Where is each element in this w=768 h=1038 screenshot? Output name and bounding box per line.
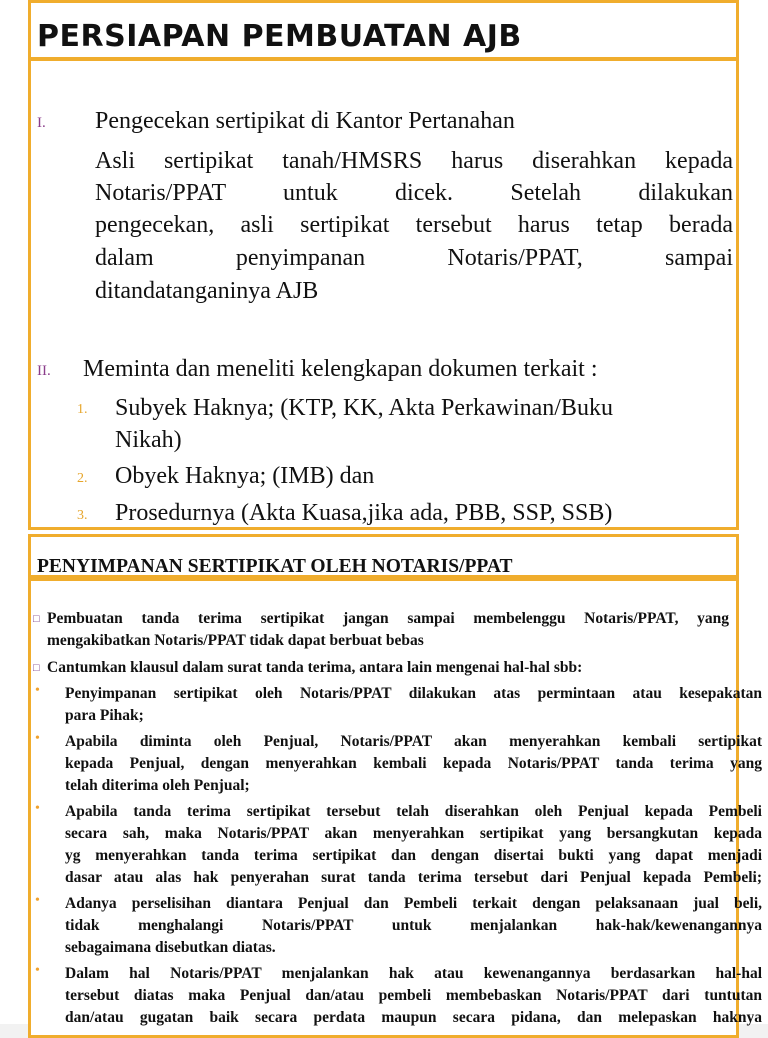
bullet5-line-1 [65,962,762,986]
bullet3-line-3-text: yg menyerahkan tanda terima sertipikat dan dengan disertai bukti yang dapat menjadi [65,847,762,864]
item2-heading: Meminta dan meneliti kelengkapan dokumen terkait : [83,356,598,382]
bullet-dot-5: • [35,963,40,978]
slide2-title: PENYIMPANAN SERTIPIKAT OLEH NOTARIS/PPAT [37,556,513,577]
para1-line-1 [47,607,729,631]
slide-penyimpanan-sertipikat [0,530,768,1024]
item1-line-1: Asli sertipikat tanah/HMSRS harus diserahkan kepada [95,148,733,174]
bullet3-line-1-text: Apabila tanda terima sertipikat tersebut telah diserahkan oleh Penjual kepada Pembeli [65,803,762,820]
item1-heading: Pengecekan sertipikat di Kantor Pertanahan [95,108,515,134]
subitem-2-line-1: Obyek Haknya; (IMB) dan [115,463,375,489]
bullet5-line-3-text: dan/atau gugatan baik secara perdata maupun secara pidana, dan melepaskan haknya [65,1009,762,1026]
bullet5-line-2-text: tersebut diatas maka Penjual dan/atau pembeli membebaskan Notaris/PPAT dari tuntutan [65,987,762,1004]
bullet4-line-1-text: Adanya perselisihan diantara Penjual dan Pembeli terkait dengan pelaksanaan jual beli, [65,895,762,912]
bullet2-line-2 [65,752,762,776]
bullet3-line-4-text: dasar atau alas hak penyerahan surat tanda terima tersebut dari Penjual kepada Pembeli; [65,869,762,886]
subitem-1-line-1: Subyek Haknya; (KTP, KK, Akta Perkawinan/Buku [115,395,613,421]
square-bullet-2: □ [33,662,40,674]
bullet-dot-1: • [35,683,40,698]
para1-line-1-text: Pembuatan tanda terima sertipikat jangan sampai membelenggu Notaris/PPAT, yang [47,610,729,627]
bullet2-line-1 [65,730,762,754]
item1-line-2: Notaris/PPAT untuk dicek. Setelah dilakukan [95,180,733,206]
slide-content-box [28,58,739,530]
bullet1-line-1 [65,682,762,706]
bullet2-line-1-text: Apabila diminta oleh Penjual, Notaris/PPAT akan menyerahkan kembali sertipikat [65,733,762,750]
roman-marker-1: I. [37,115,46,131]
slide2-title-box [28,534,739,578]
item1-line-4: dalam penyimpanan Notaris/PPAT, sampai [95,245,733,271]
bullet4-line-3: sebagaimana disebutkan diatas. [65,939,276,956]
bullet3-line-2 [65,822,762,846]
bullet4-line-2 [65,914,762,938]
roman-marker-2: II. [37,363,51,379]
bullet2-line-2-text: kepada Penjual, dengan menyerahkan kembali kepada Notaris/PPAT tanda terima yang [65,755,762,772]
para2-line-1: Cantumkan klausul dalam surat tanda terima, antara lain mengenai hal-hal sbb: [47,659,583,676]
bullet-dot-2: • [35,731,40,746]
bullet3-line-3 [65,844,762,868]
bullet3-line-4 [65,866,762,890]
bullet5-line-1-text: Dalam hal Notaris/PPAT menjalankan hak atau kewenangannya berdasarkan hal-hal [65,965,762,982]
bullet1-line-1-text: Penyimpanan sertipikat oleh Notaris/PPAT dilakukan atas permintaan atau kesepakatan [65,685,762,702]
slide-title-box [28,0,739,60]
bullet2-line-3: telah diterima oleh Penjual; [65,777,250,794]
subitem-2-marker: 2. [77,471,88,486]
bullet-dot-4: • [35,893,40,908]
subitem-1-line-2: Nikah) [115,427,182,453]
slide2-content-box [28,578,762,1038]
item1-line-3: pengecekan, asli sertipikat tersebut harus tetap berada [95,212,733,238]
bullet5-line-2 [65,984,762,1008]
bullet3-line-1 [65,800,762,824]
bullet4-line-1 [65,892,762,916]
bullet-dot-3: • [35,801,40,816]
bullet5-line-3 [65,1006,762,1030]
subitem-3-line-1: Prosedurnya (Akta Kuasa,jika ada, PBB, SSP, SSB) [115,500,613,526]
subitem-3-marker: 3. [77,508,88,523]
para1-line-2: mengakibatkan Notaris/PPAT tidak dapat berbuat bebas [47,632,424,649]
bullet3-line-2-text: secara sah, maka Notaris/PPAT akan menyerahkan sertipikat yang bersangkutan kepada [65,825,762,842]
item1-last-line: ditandatanganinya AJB [95,278,319,304]
bullet1-line-2: para Pihak; [65,707,144,724]
bullet4-line-2-text: tidak menghalangi Notaris/PPAT untuk menjalankan hak-hak/kewenangannya [65,917,762,934]
slide-title: PERSIAPAN PEMBUATAN AJB [37,19,522,54]
subitem-1-marker: 1. [77,402,88,417]
square-bullet-1: □ [33,613,40,625]
